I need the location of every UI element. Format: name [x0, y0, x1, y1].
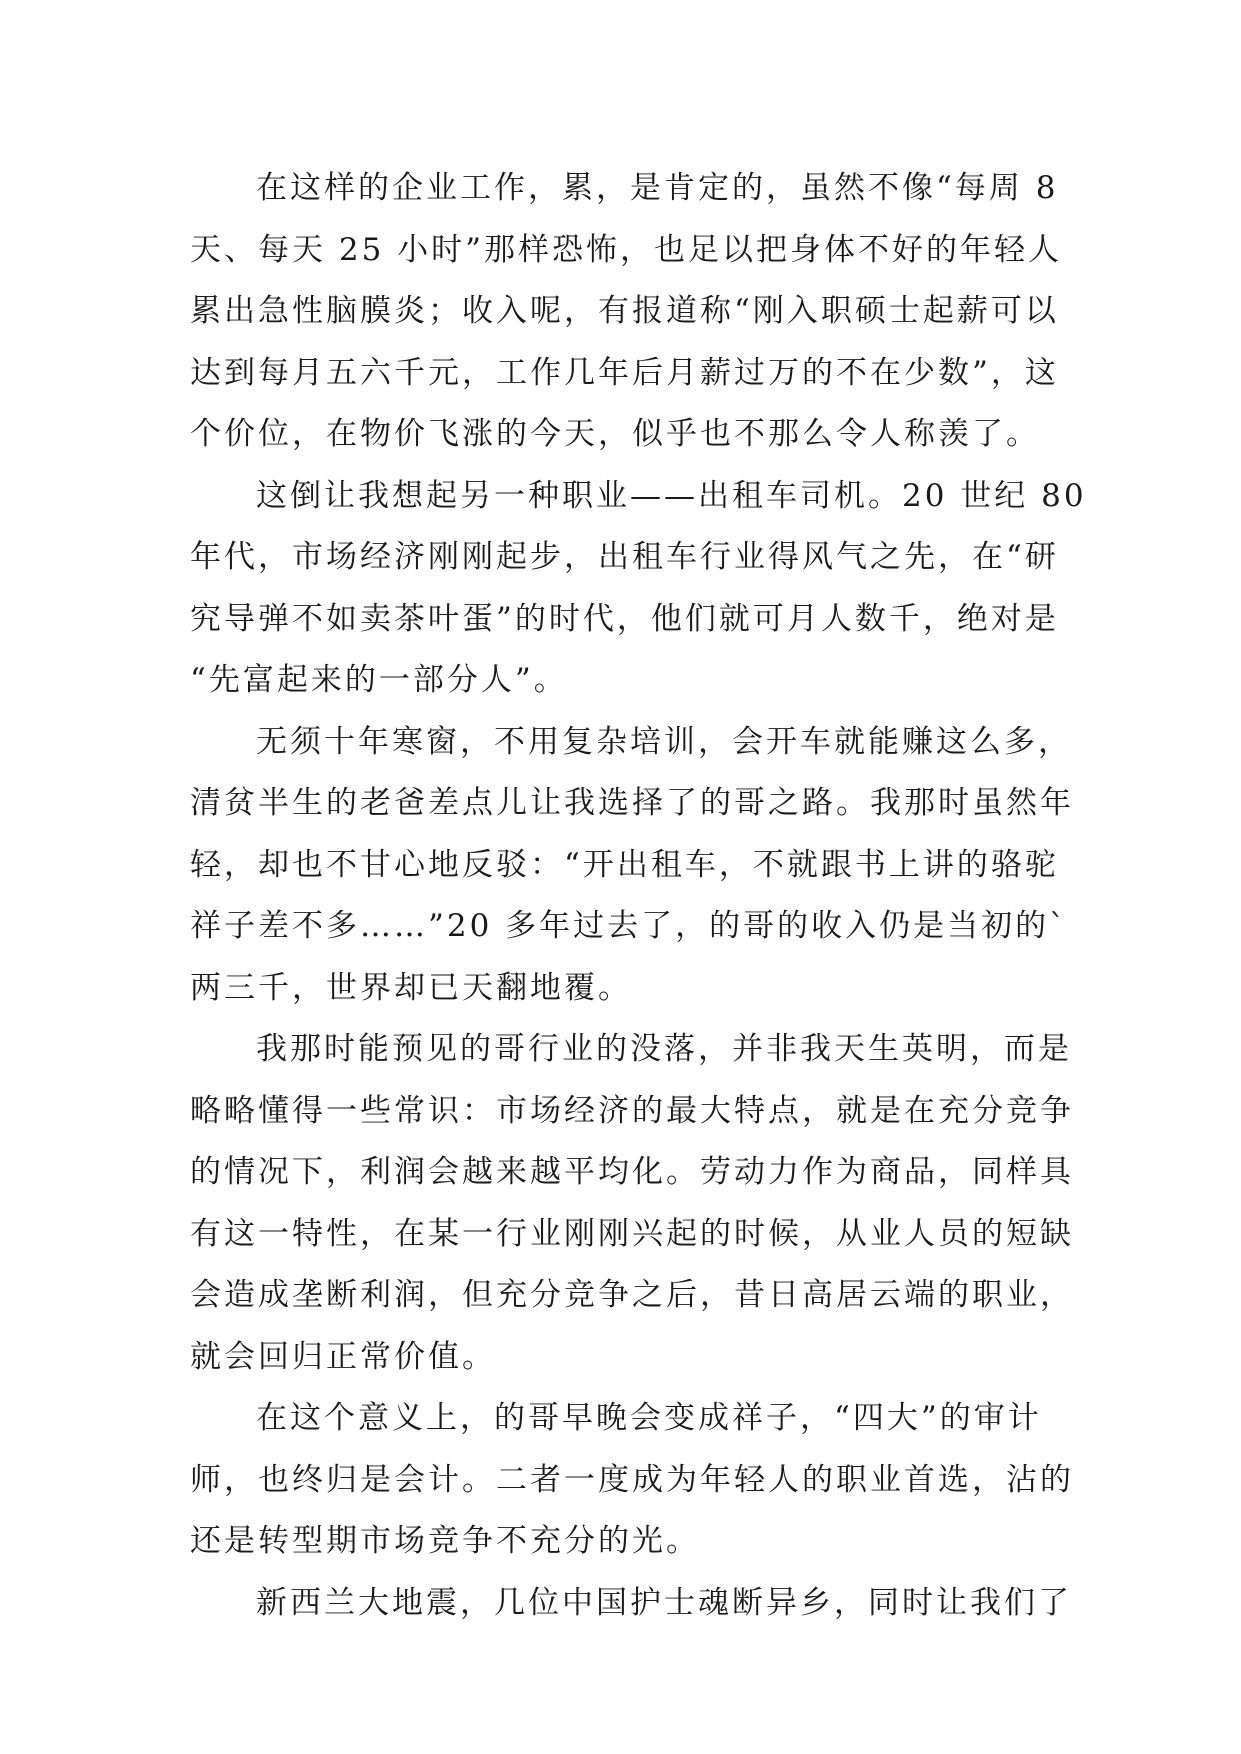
paragraph-4-line-5: 会造成垄断利润，但充分竞争之后，昔日高居云端的职业， — [190, 1277, 1074, 1313]
paragraph-4-line-1: 我那时能预见的哥行业的没落，并非我天生英明，而是 — [256, 1031, 1072, 1067]
paragraph-4-line-2: 略略懂得一些常识：市场经济的最大特点，就是在充分竞争 — [190, 1092, 1074, 1129]
paragraph-3-line-4: 祥子差不多……”20 多年过去了，的哥的收入仍是当初的` — [190, 908, 1068, 944]
paragraph-1-line-2: 天、每天 25 小时”那样恐怖，也足以把身体不好的年轻人 — [190, 231, 1062, 268]
paragraph-2-line-3: 究导弹不如卖茶叶蛋”的时代，他们就可月人数千，绝对是 — [190, 600, 1059, 637]
paragraph-4-line-4: 有这一特性，在某一行业刚刚兴起的时候，从业人员的短缺 — [190, 1215, 1074, 1252]
paragraph-5-line-1: 在这个意义上，的哥早晚会变成祥子，“四大”的审计 — [256, 1400, 1042, 1436]
paragraph-1-line-5: 个价位，在物价飞涨的今天，似乎也不那么令人称羡了。 — [190, 416, 1040, 452]
paragraph-2-line-2: 年代，市场经济刚刚起步，出租车行业得风气之先，在“研 — [190, 539, 1059, 575]
paragraph-2-line-1: 这倒让我想起另一种职业——出租车司机。20 世纪 80 — [256, 477, 1087, 514]
paragraph-3-line-1: 无须十年寒窗，不用复杂培训，会开车就能赚这么多， — [256, 723, 1072, 760]
paragraph-3-line-2: 清贫半生的老爸差点儿让我选择了的哥之路。我那时虽然年 — [190, 785, 1074, 821]
paragraph-4-line-6: 就会回归正常价值。 — [190, 1338, 496, 1375]
paragraph-4-line-3: 的情况下，利润会越来越平均化。劳动力作为商品，同样具 — [190, 1154, 1074, 1190]
paragraph-1-line-3: 累出急性脑膜炎；收入呢，有报道称“刚入职硕士起薪可以 — [190, 293, 1059, 329]
paragraph-3-line-5: 两三千，世界却已天翻地覆。 — [190, 969, 632, 1006]
paragraph-5-line-2: 师，也终归是会计。二者一度成为年轻人的职业首选，沾的 — [190, 1461, 1074, 1498]
paragraph-6-line-1: 新西兰大地震，几位中国护士魂断异乡，同时让我们了 — [256, 1584, 1072, 1621]
paragraph-1-line-4: 达到每月五六千元，工作几年后月薪过万的不在少数”，这 — [190, 354, 1059, 391]
paragraph-1-line-1: 在这样的企业工作，累，是肯定的，虽然不像“每周 8 — [256, 170, 1059, 206]
paragraph-2-line-4: “先富起来的一部分人”。 — [190, 662, 568, 698]
paragraph-5-line-3: 还是转型期市场竞争不充分的光。 — [190, 1523, 700, 1559]
paragraph-3-line-3: 轻，却也不甘心地反驳：“开出租车，不就跟书上讲的骆驼 — [190, 846, 1059, 883]
document-body — [190, 158, 1087, 1634]
